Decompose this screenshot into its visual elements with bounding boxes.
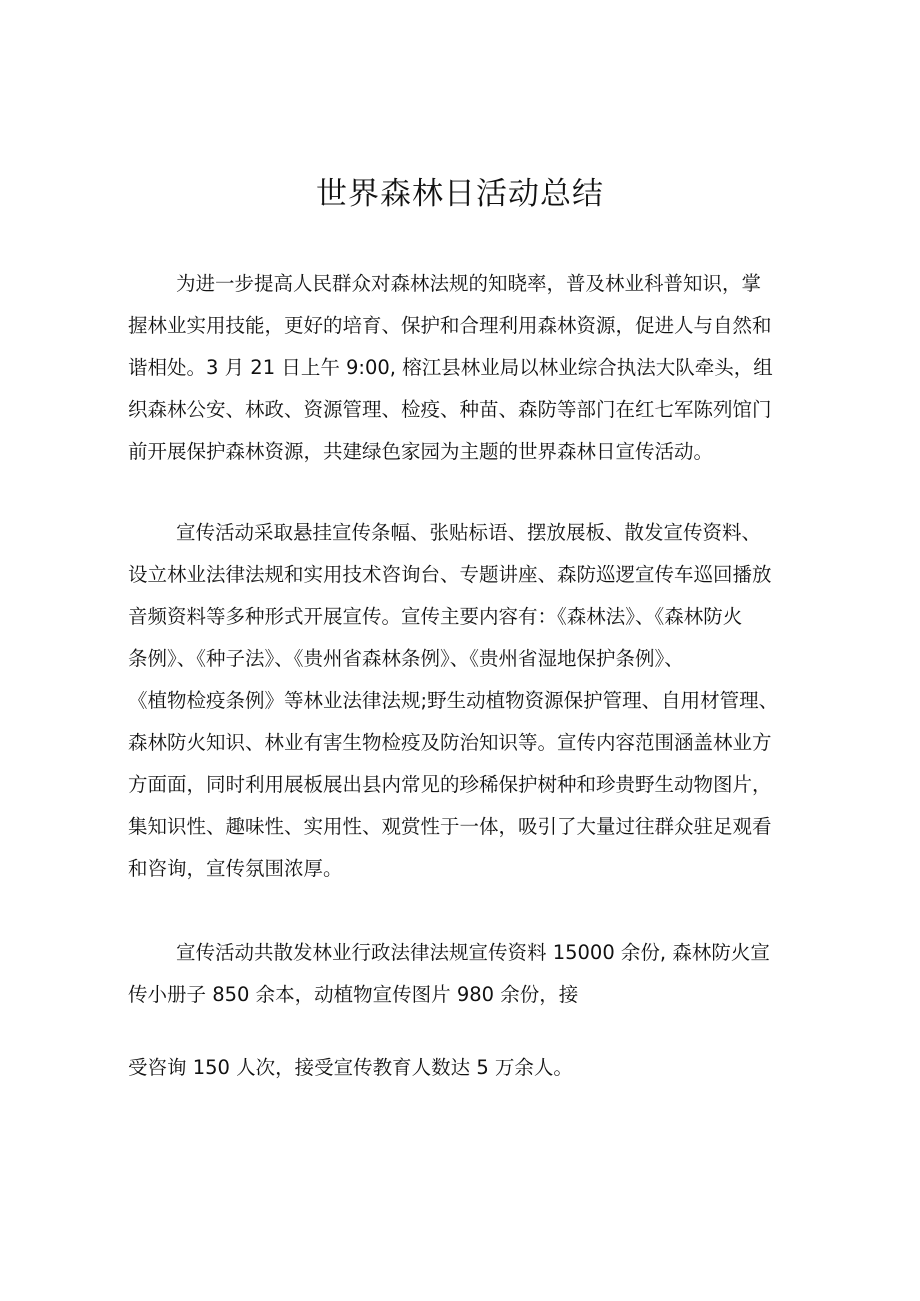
text-line: 前开展保护森林资源，共建绿色家园为主题的世界森林日宣传活动。 xyxy=(128,440,714,463)
text-line: 音频资料等多种形式开展宣传。宣传主要内容有：《森林法》、《森林防火 xyxy=(128,605,743,628)
text-line: 森林防火知识、林业有害生物检疫及防治知识等。宣传内容范围涵盖林业方 xyxy=(128,731,772,754)
text-line: 方面面，同时利用展板展出县内常见的珍稀保护树种和珍贵野生动物图片， xyxy=(128,773,772,796)
text-line: 宣传活动共散发林业行政法律法规宣传资料 15000 余份, 森林防火宣 xyxy=(176,941,770,964)
text-line: 织森林公安、林政、资源管理、检疫、种苗、森防等部门在红七军陈列馆门 xyxy=(128,398,772,421)
text-line: 为进一步提高人民群众对森林法规的知晓率，普及林业科普知识，掌 xyxy=(176,272,762,295)
text-line: 条例》、《种子法》、《贵州省森林条例》、《贵州省湿地保护条例》、 xyxy=(128,647,684,670)
text-line: 和咨询，宣传氛围浓厚。 xyxy=(128,857,343,880)
text-line: 宣传活动采取悬挂宣传条幅、张贴标语、摆放展板、散发宣传资料、 xyxy=(176,521,762,544)
text-line: 握林业实用技能，更好的培育、保护和合理利用森林资源，促进人与自然和 xyxy=(128,314,772,337)
text-line: 受咨询 150 人次，接受宣传教育人数达 5 万余人。 xyxy=(128,1056,573,1079)
text-line: 集知识性、趣味性、实用性、观赏性于一体，吸引了大量过往群众驻足观看 xyxy=(128,815,772,838)
text-line: 谐相处。3 月 21 日上午 9:00, 榕江县林业局以林业综合执法大队牵头，组 xyxy=(128,356,773,379)
document-title: 世界森林日活动总结 xyxy=(316,176,604,212)
text-line: 设立林业法律法规和实用技术咨询台、专题讲座、森防巡逻宣传车巡回播放 xyxy=(128,563,772,586)
text-line: 《植物检疫条例》等林业法律法规;野生动植物资源保护管理、自用材管理、 xyxy=(128,689,779,712)
text-line: 传小册子 850 余本，动植物宣传图片 980 余份，接 xyxy=(128,983,579,1006)
